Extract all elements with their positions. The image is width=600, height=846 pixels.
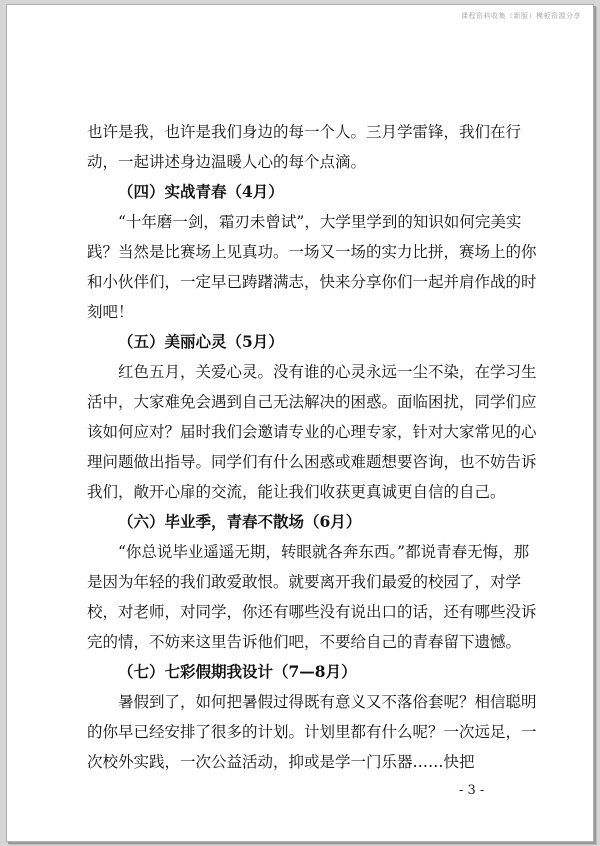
paragraph-april: “十年磨一剑，霜刃未曾试”，大学里学到的知识如何完美实践？当然是比赛场上见真功。一场又一场的实力比拼，赛场上的你和小伙伴们，一定早已踌躇满志，快来分享你们一起并肩作战的时刻吧！ xyxy=(87,213,537,321)
document-body xyxy=(87,117,537,777)
paragraph-july-august: 暑假到了，如何把暑假过得既有意义又不落俗套呢？相信聪明的你早已经安排了很多的计划。计划里都有什么呢？一次远足，一次校外实践，一次公益活动，抑或是学一门乐器……快把 xyxy=(87,693,537,771)
page-number: - 3 - xyxy=(459,783,485,798)
paragraph-june: “你总说毕业遥遥无期，转眼就各奔东西。”都说青春无悔，那是因为年轻的我们敢爱敢恨。就要离开我们最爱的校园了，对学校，对老师，对同学，你还有哪些没有说出口的话，还有哪些没诉完的情，不妨来这里告诉他们吧，不要给自己的青春留下遗憾。 xyxy=(87,543,537,651)
document-page xyxy=(6,4,594,842)
paragraph-march-continued: 也许是我，也许是我们身边的每一个人。三月学雷锋，我们在行动，一起讲述身边温暖人心的每个点滴。 xyxy=(87,123,522,171)
section-heading-july-august: （七）七彩假期我设计（7—8月） xyxy=(118,662,357,681)
section-heading-april: （四）实战青春（4月） xyxy=(118,182,284,201)
paragraph-may: 红色五月，关爱心灵。没有谁的心灵永远一尘不染，在学习生活中，大家难免会遇到自己无法解决的困惑。面临困扰，同学们应该如何应对？届时我们会邀请专业的心理专家，针对大家常见的心理问题做出指导。同学们有什么困惑或难题想要咨询，也不妨告诉我们，敞开心扉的交流，能让我们收获更真诚更自信的自己。 xyxy=(87,363,537,501)
section-heading-june: （六）毕业季，青春不散场（6月） xyxy=(118,512,362,531)
section-heading-may: （五）美丽心灵（5月） xyxy=(118,332,284,351)
header-watermark: 课程资料收集（新版）模板资源分享 xyxy=(461,12,581,20)
